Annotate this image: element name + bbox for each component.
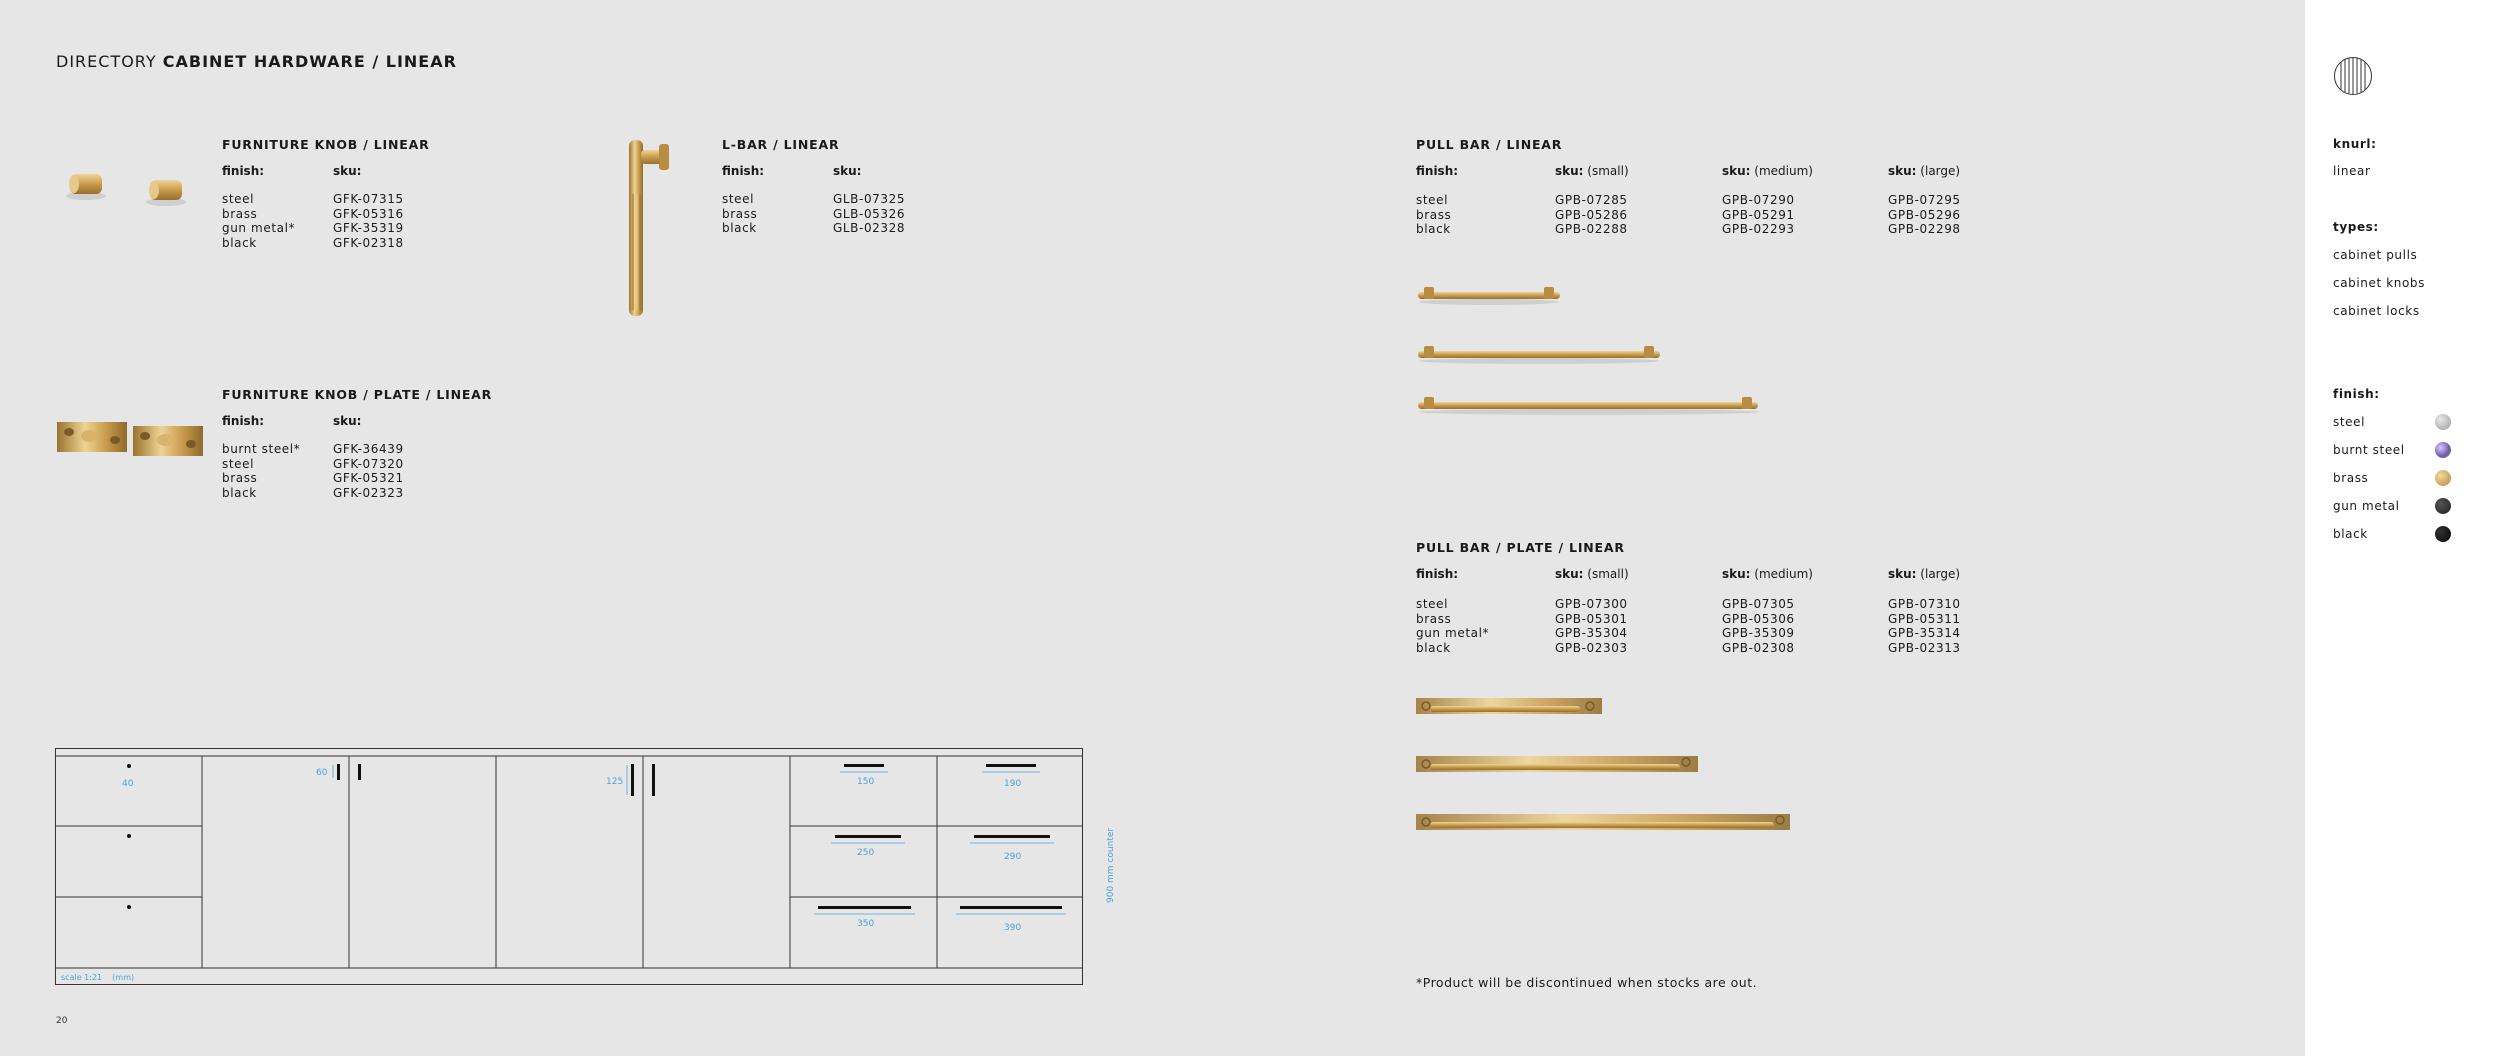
pullbar-title: PULL BAR / LINEAR bbox=[1416, 137, 1563, 152]
cabinet-drawing-svg bbox=[55, 748, 1125, 988]
lbar-sku-list bbox=[833, 192, 905, 236]
knob-sku-header: sku: bbox=[333, 164, 362, 178]
title-prefix: DIRECTORY bbox=[56, 52, 157, 71]
pullbar-plate-title: PULL BAR / PLATE / LINEAR bbox=[1416, 540, 1625, 555]
knob-plate-sku-header: sku: bbox=[333, 414, 362, 428]
knob-title: FURNITURE KNOB / LINEAR bbox=[222, 137, 430, 152]
pullbar-plate-sku-large-header: sku: (large) bbox=[1888, 567, 1961, 581]
pullbar-plate-sku-medium-header: sku: (medium) bbox=[1722, 567, 1813, 581]
knurl-label: knurl: bbox=[2333, 137, 2377, 151]
dim-150a: 150 bbox=[857, 777, 875, 787]
finish-swatch-burnt-steel bbox=[2435, 442, 2451, 458]
knob-finish-header: finish: bbox=[222, 164, 265, 178]
finish-item: burnt steel bbox=[2333, 443, 2405, 457]
pullbar-plate-sku-small-header: sku: (small) bbox=[1555, 567, 1629, 581]
list-item: GFK-07315 bbox=[333, 192, 404, 206]
list-item: steel bbox=[1416, 597, 1449, 611]
finish-item: steel bbox=[2333, 415, 2366, 429]
dim-350: 350 bbox=[857, 919, 875, 929]
pullbar-plate-photos bbox=[1414, 696, 1794, 836]
finish-swatch-black bbox=[2435, 526, 2451, 542]
pullbar-sku-medium-list bbox=[1722, 193, 1795, 237]
list-item: GFK-02318 bbox=[333, 235, 404, 250]
list-item: black bbox=[222, 235, 257, 250]
pullbar-plate-sku-medium-list bbox=[1722, 597, 1795, 655]
list-item: brass bbox=[222, 206, 258, 221]
list-item: brass bbox=[1416, 611, 1452, 626]
list-item: GFK-05316 bbox=[333, 206, 404, 221]
pullbar-sku-large-list bbox=[1888, 193, 1961, 237]
type-item: cabinet locks bbox=[2333, 304, 2420, 318]
pullbar-sku-small-list bbox=[1555, 193, 1628, 237]
finish-label: finish: bbox=[2333, 387, 2380, 401]
finish-item: brass bbox=[2333, 471, 2369, 485]
list-item: burnt steel* bbox=[222, 442, 301, 456]
type-item: cabinet pulls bbox=[2333, 248, 2418, 262]
list-item: steel bbox=[222, 456, 255, 471]
list-item: GPB-05291 bbox=[1722, 207, 1795, 222]
list-item: GPB-35314 bbox=[1888, 626, 1961, 640]
list-item: steel bbox=[1416, 193, 1449, 207]
pullbar-photos bbox=[1414, 282, 1764, 422]
list-item: GPB-02303 bbox=[1555, 640, 1628, 655]
lbar-finish-header: finish: bbox=[722, 164, 765, 178]
knob-plate-finish-header: finish: bbox=[222, 414, 265, 428]
list-item: GLB-02328 bbox=[833, 221, 906, 235]
dim-lbar-small: 60 bbox=[316, 768, 328, 778]
knob-image bbox=[60, 166, 210, 206]
lbar-image bbox=[625, 134, 673, 320]
list-item: GPB-02313 bbox=[1888, 640, 1961, 655]
pullbar-image bbox=[1414, 282, 1764, 422]
knob-finish-list bbox=[222, 192, 295, 250]
pullbar-plate-sku-small-list bbox=[1555, 597, 1628, 655]
list-item: GPB-05311 bbox=[1888, 611, 1961, 626]
list-item: black bbox=[222, 485, 257, 500]
list-item: GPB-07310 bbox=[1888, 597, 1961, 611]
sidebar bbox=[2305, 0, 2500, 1056]
list-item: black bbox=[722, 221, 757, 235]
finish-item: gun metal bbox=[2333, 499, 2400, 513]
knob-plate-image bbox=[55, 418, 210, 460]
list-item: GFK-05321 bbox=[333, 471, 404, 485]
list-item: GPB-07295 bbox=[1888, 193, 1961, 207]
list-item: GPB-02308 bbox=[1722, 640, 1795, 655]
dim-lbar-large: 125 bbox=[606, 777, 624, 787]
pullbar-sku-large-header: sku: (large) bbox=[1888, 164, 1961, 178]
cabinet-drawing bbox=[55, 748, 1125, 992]
type-item: cabinet knobs bbox=[2333, 276, 2425, 290]
pullbar-sku-medium-header: sku: (medium) bbox=[1722, 164, 1813, 178]
knob-sku-list bbox=[333, 192, 404, 250]
list-item: GLB-07325 bbox=[833, 192, 906, 206]
knob-plate-finish-list bbox=[222, 442, 300, 500]
title-main: CABINET HARDWARE / LINEAR bbox=[162, 52, 457, 71]
list-item: black bbox=[1416, 640, 1451, 655]
types-label: types: bbox=[2333, 220, 2379, 234]
knob-plate-photo bbox=[55, 418, 210, 460]
list-item: black bbox=[1416, 222, 1451, 236]
list-item: GPB-02298 bbox=[1888, 222, 1961, 236]
dim-390: 390 bbox=[1004, 923, 1022, 933]
dim-knob: 40 bbox=[122, 779, 134, 789]
pullbar-finish-list bbox=[1416, 193, 1451, 237]
lbar-title: L-BAR / LINEAR bbox=[722, 137, 840, 152]
list-item: GPB-07285 bbox=[1555, 193, 1628, 207]
pullbar-plate-finish-header: finish: bbox=[1416, 567, 1459, 581]
list-item: GFK-36439 bbox=[333, 442, 404, 456]
pullbar-plate-sku-large-list bbox=[1888, 597, 1961, 655]
lbar-sku-header: sku: bbox=[833, 164, 862, 178]
finish-item: black bbox=[2333, 527, 2368, 541]
knob-plate-title: FURNITURE KNOB / PLATE / LINEAR bbox=[222, 387, 493, 402]
page-number-left: 20 bbox=[56, 1016, 68, 1026]
list-item: GPB-07305 bbox=[1722, 597, 1795, 611]
finish-swatch-brass bbox=[2435, 470, 2451, 486]
pullbar-plate-image bbox=[1414, 696, 1794, 836]
list-item: GLB-05326 bbox=[833, 206, 906, 221]
list-item: GPB-07290 bbox=[1722, 193, 1795, 207]
list-item: GFK-35319 bbox=[333, 221, 404, 235]
list-item: brass bbox=[722, 206, 758, 221]
knob-plate-sku-list bbox=[333, 442, 404, 500]
dim-190a: 190 bbox=[1004, 779, 1022, 789]
lbar-finish-list bbox=[722, 192, 757, 236]
page-title bbox=[56, 52, 457, 71]
list-item: GPB-05296 bbox=[1888, 207, 1961, 222]
list-item: GFK-02323 bbox=[333, 485, 404, 500]
list-item: steel bbox=[722, 192, 755, 206]
list-item: GPB-07300 bbox=[1555, 597, 1628, 611]
knurl-linear-icon bbox=[2333, 56, 2373, 96]
list-item: GPB-05286 bbox=[1555, 207, 1628, 222]
list-item: brass bbox=[222, 471, 258, 485]
knurl-value: linear bbox=[2333, 164, 2371, 178]
list-item: GPB-35309 bbox=[1722, 626, 1795, 640]
pullbar-finish-header: finish: bbox=[1416, 164, 1459, 178]
list-item: gun metal* bbox=[222, 221, 296, 235]
finish-swatch-gun-metal bbox=[2435, 498, 2451, 514]
pullbar-plate-finish-list bbox=[1416, 597, 1489, 655]
footnote: *Product will be discontinued when stocks are out. bbox=[1416, 975, 1758, 990]
pullbar-sku-small-header: sku: (small) bbox=[1555, 164, 1629, 178]
list-item: GFK-07320 bbox=[333, 456, 404, 471]
list-item: GPB-02288 bbox=[1555, 222, 1628, 236]
finish-swatch-steel bbox=[2435, 414, 2451, 430]
lbar-photo bbox=[625, 134, 673, 320]
list-item: GPB-02293 bbox=[1722, 222, 1795, 236]
list-item: GPB-05301 bbox=[1555, 611, 1628, 626]
dim-290: 290 bbox=[1004, 852, 1022, 862]
knob-photo bbox=[60, 166, 210, 206]
list-item: gun metal* bbox=[1416, 626, 1490, 640]
list-item: GPB-05306 bbox=[1722, 611, 1795, 626]
list-item: steel bbox=[222, 192, 255, 206]
counter-label: 900 mm counter bbox=[1106, 827, 1116, 903]
list-item: brass bbox=[1416, 207, 1452, 222]
dim-250: 250 bbox=[857, 848, 875, 858]
scale-label: scale 1:21 (mm) bbox=[61, 973, 135, 982]
list-item: GPB-35304 bbox=[1555, 626, 1628, 640]
